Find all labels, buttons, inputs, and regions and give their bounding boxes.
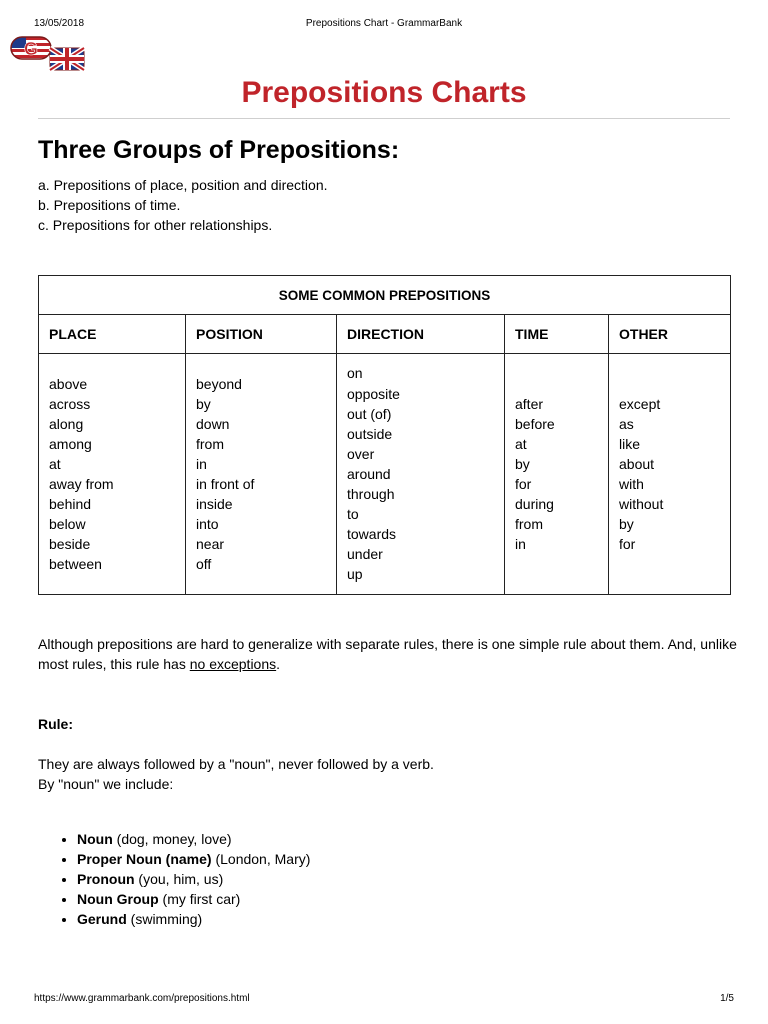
preposition: at bbox=[49, 455, 61, 472]
noun-types-list bbox=[38, 829, 310, 929]
column-header-direction: DIRECTION bbox=[337, 315, 505, 354]
groups-list bbox=[38, 175, 328, 235]
rule-text bbox=[38, 754, 434, 794]
preposition: into bbox=[196, 516, 219, 533]
preposition: under bbox=[347, 546, 383, 563]
preposition: between bbox=[49, 556, 102, 573]
preposition: inside bbox=[196, 496, 233, 513]
preposition: for bbox=[619, 536, 636, 553]
title-divider bbox=[38, 118, 730, 119]
list-item bbox=[77, 849, 310, 869]
print-page-title: Prepositions Chart - GrammarBank bbox=[305, 18, 463, 29]
page-number: 1/5 bbox=[720, 993, 734, 1004]
preposition: above bbox=[49, 375, 88, 392]
grammarbank-logo[interactable] bbox=[10, 34, 86, 72]
preposition: in bbox=[196, 455, 207, 472]
preposition: towards bbox=[347, 526, 397, 543]
rule-label: Rule: bbox=[38, 716, 73, 732]
preposition: at bbox=[515, 435, 527, 452]
logo-letter: G bbox=[23, 39, 39, 59]
preposition: among bbox=[49, 435, 92, 452]
other-cell bbox=[609, 354, 731, 595]
noun-example: (London, Mary) bbox=[211, 851, 311, 867]
preposition: with bbox=[619, 476, 644, 492]
intro-paragraph bbox=[38, 634, 738, 674]
preposition: on bbox=[347, 365, 363, 382]
preposition: like bbox=[619, 435, 641, 452]
preposition: by bbox=[196, 395, 211, 412]
page-title: Prepositions Charts bbox=[241, 76, 527, 109]
page-url: https://www.grammarbank.com/prepositions.html bbox=[34, 993, 250, 1004]
preposition: without bbox=[619, 496, 664, 513]
print-header bbox=[34, 18, 734, 30]
print-date: 13/05/2018 bbox=[34, 18, 85, 29]
table-caption: SOME COMMON PREPOSITIONS bbox=[39, 276, 731, 315]
preposition: up bbox=[347, 566, 363, 583]
preposition: below bbox=[49, 516, 86, 533]
noun-example: (swimming) bbox=[126, 911, 203, 927]
list-item bbox=[77, 889, 310, 909]
prepositions-table bbox=[38, 275, 731, 595]
time-cell bbox=[505, 354, 609, 595]
preposition: for bbox=[515, 476, 532, 492]
preposition: off bbox=[196, 556, 212, 573]
paragraph-text: Although prepositions are hard to generalize with separate rules, there is one simple rule about them. And, unlike most rules, this rule has bbox=[38, 636, 737, 672]
preposition: behind bbox=[49, 496, 92, 513]
noun-term: Noun Group bbox=[77, 891, 159, 907]
group-item: c. Prepositions for other relationships. bbox=[38, 217, 273, 233]
column-header-other: OTHER bbox=[609, 315, 731, 354]
preposition: in bbox=[515, 536, 526, 553]
uk-flag-icon bbox=[50, 48, 84, 70]
preposition: across bbox=[49, 395, 91, 412]
section-title: Three Groups of Prepositions: bbox=[38, 136, 400, 164]
noun-example: (my first car) bbox=[158, 891, 241, 907]
preposition: through bbox=[347, 486, 395, 503]
no-exceptions-link[interactable]: no exceptions bbox=[189, 656, 277, 672]
column-header-place: PLACE bbox=[39, 315, 186, 354]
noun-term: Pronoun bbox=[77, 871, 135, 887]
noun-term: Noun bbox=[77, 831, 113, 847]
list-item bbox=[77, 829, 310, 849]
preposition: during bbox=[515, 496, 554, 513]
rule-line: By "noun" we include: bbox=[38, 776, 174, 792]
list-item bbox=[77, 909, 310, 929]
column-header-time: TIME bbox=[505, 315, 609, 354]
preposition: from bbox=[515, 516, 543, 533]
preposition: about bbox=[619, 455, 655, 472]
preposition: near bbox=[196, 536, 225, 553]
noun-example: (you, him, us) bbox=[134, 871, 224, 887]
preposition: by bbox=[515, 455, 530, 472]
preposition: around bbox=[347, 465, 391, 482]
preposition: away from bbox=[49, 476, 114, 492]
preposition: from bbox=[196, 435, 224, 452]
rule-line: They are always followed by a "noun", never followed by a verb. bbox=[38, 756, 434, 772]
preposition: opposite bbox=[347, 385, 400, 402]
preposition: as bbox=[619, 415, 634, 432]
preposition: after bbox=[515, 395, 544, 412]
noun-term: Gerund bbox=[77, 911, 127, 927]
noun-example: (dog, money, love) bbox=[112, 831, 232, 847]
preposition: by bbox=[619, 516, 634, 533]
place-cell bbox=[39, 354, 186, 595]
preposition: except bbox=[619, 395, 661, 412]
preposition: along bbox=[49, 415, 84, 432]
preposition: to bbox=[347, 506, 359, 523]
group-item: b. Prepositions of time. bbox=[38, 197, 181, 213]
preposition: out (of) bbox=[347, 405, 392, 422]
print-footer bbox=[34, 993, 734, 1005]
list-item bbox=[77, 869, 310, 889]
position-cell bbox=[186, 354, 337, 595]
preposition: down bbox=[196, 415, 230, 432]
preposition: outside bbox=[347, 425, 393, 442]
group-item: a. Prepositions of place, position and direction. bbox=[38, 177, 328, 193]
preposition: beyond bbox=[196, 375, 242, 392]
paragraph-end: . bbox=[276, 656, 281, 672]
preposition: over bbox=[347, 445, 375, 462]
direction-cell bbox=[337, 354, 505, 595]
column-header-position: POSITION bbox=[186, 315, 337, 354]
noun-term: Proper Noun (name) bbox=[77, 851, 212, 867]
preposition: before bbox=[515, 415, 555, 432]
preposition: beside bbox=[49, 536, 91, 553]
preposition: in front of bbox=[196, 476, 255, 492]
